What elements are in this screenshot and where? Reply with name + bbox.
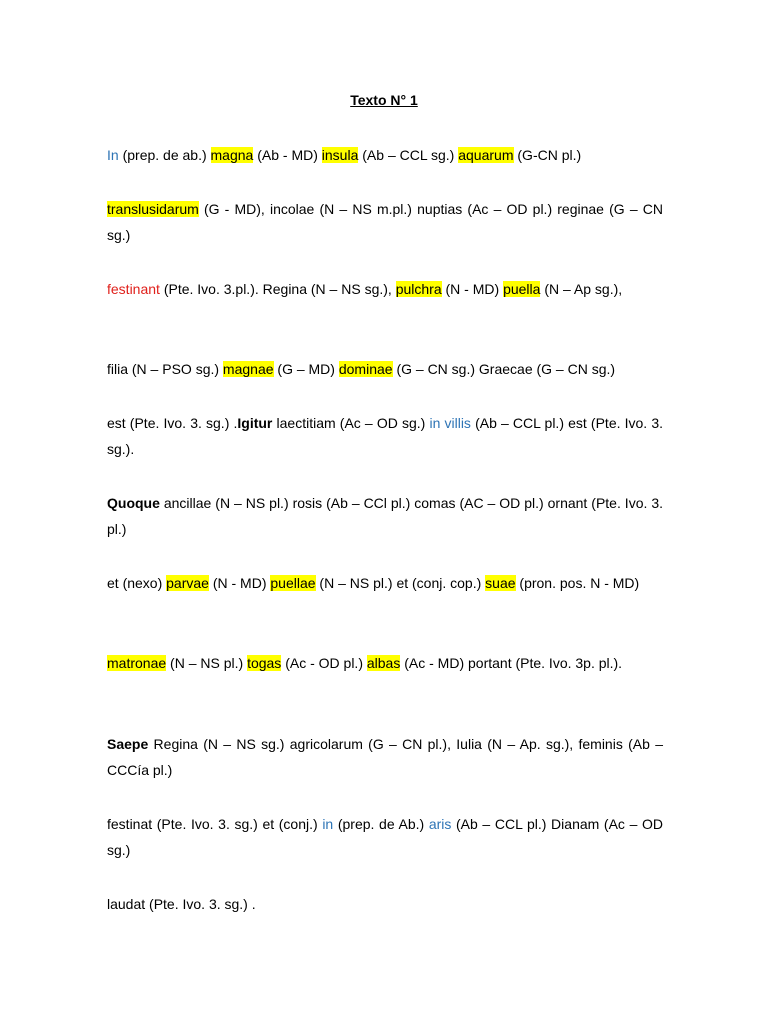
- text-run: (N - MD): [208, 575, 271, 591]
- bold-word: Igitur: [237, 415, 273, 431]
- blue-word: in: [322, 816, 334, 832]
- highlighted-word: translusidarum: [107, 201, 199, 217]
- blue-word: in villis: [429, 415, 471, 431]
- text-run: Regina (N – NS sg.) agricolarum (G – CN pl.), Iulia (N – Ap. sg.), feminis (Ab – CCCía pl.): [107, 736, 663, 778]
- text-run: laudat (Pte. Ivo. 3. sg.) .: [107, 896, 256, 912]
- text-run: (G – CN sg.) Graecae (G – CN sg.): [392, 361, 616, 377]
- text-run: (N – Ap sg.),: [540, 281, 623, 297]
- text-run: laectitiam (Ac – OD sg.): [272, 415, 430, 431]
- bold-word: Saepe: [107, 736, 149, 752]
- paragraph-8: [107, 650, 663, 676]
- text-run: festinat (Pte. Ivo. 3. sg.) et (conj.): [107, 816, 323, 832]
- highlighted-word: aquarum: [458, 147, 514, 163]
- paragraph-1: [107, 142, 663, 168]
- text-run: (Ab - MD): [253, 147, 322, 163]
- text-run: (Ac - MD) portant (Pte. Ivo. 3p. pl.).: [400, 655, 623, 671]
- document-title: Texto N° 1: [350, 92, 418, 108]
- highlighted-word: togas: [247, 655, 282, 671]
- text-run: (N - MD): [441, 281, 504, 297]
- text-run: (prep. de Ab.): [333, 816, 429, 832]
- paragraph-6: [107, 490, 663, 542]
- paragraph-3: [107, 276, 663, 302]
- paragraph-2: [107, 196, 663, 248]
- paragraph-11: [107, 891, 663, 917]
- highlighted-word: insula: [321, 147, 359, 163]
- highlighted-word: matronae: [107, 655, 167, 671]
- highlighted-word: puellae: [270, 575, 316, 591]
- highlighted-word: magna: [210, 147, 254, 163]
- highlighted-word: puella: [503, 281, 541, 297]
- bold-word: Quoque: [107, 495, 160, 511]
- text-run: (pron. pos. N - MD): [515, 575, 640, 591]
- red-word: festinant: [107, 281, 160, 297]
- highlighted-word: pulchra: [395, 281, 442, 297]
- text-run: (G - MD), incolae (N – NS m.pl.) nuptias (Ac – OD pl.) reginae (G – CN sg.): [107, 201, 663, 243]
- paragraph-5: [107, 410, 663, 462]
- paragraph-9: [107, 731, 663, 783]
- highlighted-word: parvae: [166, 575, 209, 591]
- text-run: (G – MD): [273, 361, 339, 377]
- text-run: (Ac - OD pl.): [281, 655, 367, 671]
- blue-word: aris: [428, 816, 452, 832]
- highlighted-word: magnae: [222, 361, 274, 377]
- highlighted-word: albas: [366, 655, 401, 671]
- text-run: (Ab – CCL pl.) Dianam (Ac – OD sg.): [107, 816, 663, 858]
- text-run: (Pte. Ivo. 3.pl.). Regina (N – NS sg.),: [159, 281, 396, 297]
- text-run: (N – NS pl.) et (conj. cop.): [315, 575, 486, 591]
- text-run: (Ab – CCL pl.) est (Pte. Ivo. 3. sg.).: [107, 415, 664, 457]
- text-run: et (nexo): [107, 575, 167, 591]
- text-run: (N – NS pl.): [166, 655, 248, 671]
- text-run: ancillae (N – NS pl.) rosis (Ab – CCl pl.) comas (AC – OD pl.) ornant (Pte. Ivo. 3. pl.): [107, 495, 663, 537]
- text-run: (G-CN pl.): [513, 147, 582, 163]
- blue-word: In: [107, 147, 119, 163]
- text-run: (prep. de ab.): [118, 147, 211, 163]
- paragraph-7: [107, 570, 663, 596]
- text-run: (Ab – CCL sg.): [358, 147, 459, 163]
- highlighted-word: suae: [485, 575, 516, 591]
- highlighted-word: dominae: [338, 361, 393, 377]
- paragraph-4: [107, 356, 663, 382]
- paragraph-10: [107, 811, 663, 863]
- text-run: filia (N – PSO sg.): [107, 361, 223, 377]
- text-run: est (Pte. Ivo. 3. sg.) .: [107, 415, 238, 431]
